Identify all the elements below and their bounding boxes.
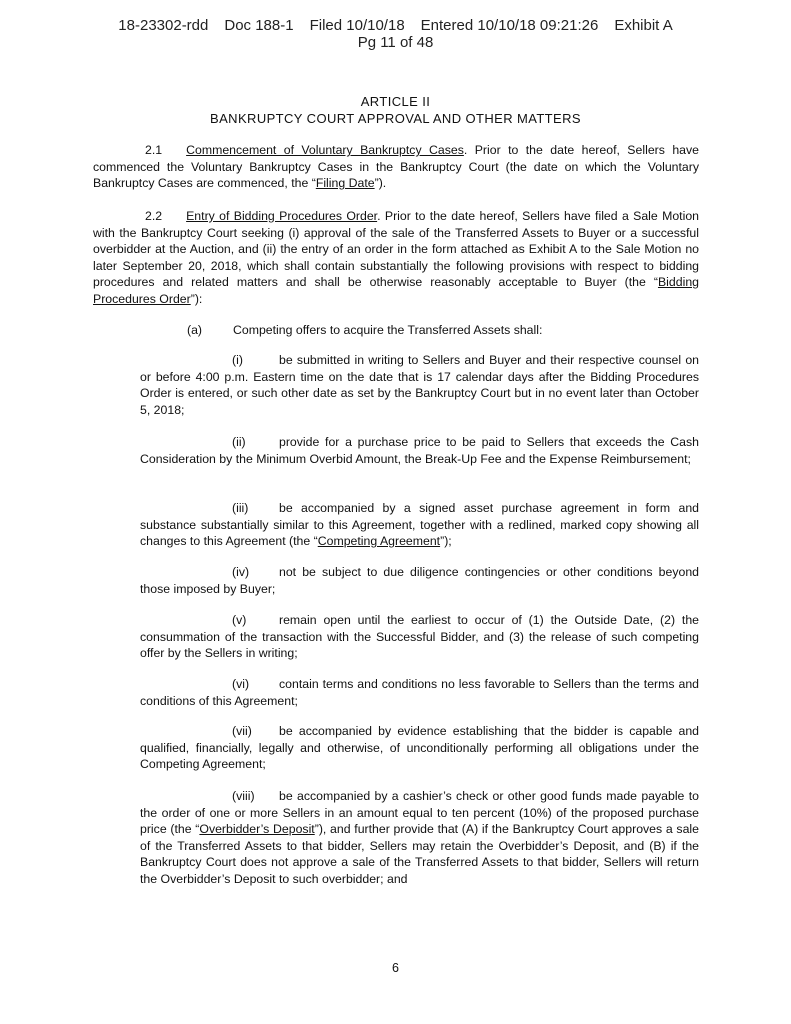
filing-header-line1 — [0, 17, 791, 34]
item-label: (v) — [232, 613, 247, 627]
item-text: contain terms and conditions no less favorable to Sellers than the terms and conditions of this Agreement; — [140, 677, 699, 708]
section-text: . Prior to the date hereof, Sellers have commenced the Voluntary Bankruptcy Cases in the Bankruptcy Court (the date on which the Voluntary Bankruptcy Cases are commenced, the “ — [93, 143, 699, 190]
item-text: not be subject to due diligence contingencies or other conditions beyond those imposed by Buyer; — [140, 565, 699, 596]
section-heading: Entry of Bidding Procedures Order — [186, 209, 378, 223]
defined-term: Competing Agreement — [317, 534, 441, 548]
item-label: (vi) — [232, 677, 250, 691]
subsection-label: (a) — [187, 323, 203, 337]
subsection-text: Competing offers to acquire the Transferred Assets shall: — [233, 323, 543, 337]
page-number: 6 — [392, 961, 399, 975]
exhibit-label: Exhibit A — [614, 17, 673, 34]
section-text-end: ”): — [190, 291, 203, 306]
item-label: (iii) — [232, 501, 249, 515]
item-i — [140, 352, 699, 418]
filed-date: Filed 10/10/18 — [309, 17, 405, 34]
item-label: (ii) — [232, 435, 246, 449]
item-text: remain open until the earliest to occur of (1) the Outside Date, (2) the consummation of the transaction with the Successful Bidder, and (3) the release of such competing offer by the Sellers in writing; — [140, 613, 699, 660]
item-label: (i) — [232, 353, 243, 367]
defined-term: Filing Date — [315, 176, 375, 190]
item-text: be accompanied by a cashier’s check or other good funds made payable to the order of one or more Sellers in an amount equal to ten percent (10%) of the proposed purchase price (the “ — [140, 789, 699, 836]
section-number: 2.1 — [145, 143, 163, 157]
defined-term: Bidding Procedures Order — [93, 275, 699, 306]
item-v — [140, 612, 699, 662]
entered-date: Entered 10/10/18 09:21:26 — [420, 17, 599, 34]
subsection-a — [187, 322, 542, 339]
item-text: be accompanied by evidence establishing that the bidder is capable and qualified, financially, legally and otherwise, of unconditionally performing all obligations under the Competing Agreement; — [140, 724, 699, 771]
item-text-end: ”); — [440, 534, 452, 548]
section-number: 2.2 — [145, 209, 163, 223]
case-number: 18-23302-rdd — [118, 17, 209, 34]
item-iii — [140, 500, 699, 550]
filing-header — [0, 17, 791, 51]
item-text: provide for a purchase price to be paid to Sellers that exceeds the Cash Consideration by the Minimum Overbid Amount, the Break-Up Fee and the Expense Reimbursement; — [140, 435, 699, 466]
item-text: be submitted in writing to Sellers and Buyer and their respective counsel on or before 4:00 p.m. Eastern time on the date that is 17 calendar days after the Bidding Procedures Order is entered, or such other date as set by the Bankruptcy Court but in no event later than October 5, 2018; — [140, 353, 699, 417]
item-vii — [140, 723, 699, 773]
article-title: BANKRUPTCY COURT APPROVAL AND OTHER MATTERS — [210, 111, 581, 126]
item-vi — [140, 676, 699, 709]
defined-term: Overbidder’s Deposit — [199, 822, 315, 836]
item-iv — [140, 564, 699, 597]
item-text-end: ”), and further provide that (A) if the Bankruptcy Court approves a sale of the Transferred Assets to that bidder, Sellers may retain the Overbidder’s Deposit, and (B) if the Bankruptcy Court does not approve a sale of the Transferred Assets to that bidder, Sellers will return the Overbidder’s Deposit to such overbidder; and — [140, 822, 699, 886]
item-label: (viii) — [232, 789, 255, 803]
section-2-2 — [93, 208, 699, 307]
page-of-label: Pg 11 of 48 — [357, 34, 434, 51]
section-heading: Commencement of Voluntary Bankruptcy Cases — [186, 143, 464, 157]
article-number: ARTICLE II — [360, 94, 431, 109]
item-text: be accompanied by a signed asset purchase agreement in form and substance substantially similar to this Agreement, together with a redlined, marked copy showing all changes to this Agreement (the “ — [140, 501, 699, 548]
item-label: (iv) — [232, 565, 250, 579]
item-viii — [140, 788, 699, 887]
section-text: . Prior to the date hereof, Sellers have filed a Sale Motion with the Bankruptcy Court seeking (i) approval of the sale of the Transferred Assets to Buyer or a successful overbidder at the Auction, and (ii) the entry of an order in the form attached as Exhibit A to the Sale Motion no later September 20, 2018, which shall contain substantially the following provisions with respect to bidding procedures and related matters and shall be otherwise reasonably acceptable to Buyer (the “ — [93, 209, 700, 289]
article-heading — [0, 93, 791, 127]
item-label: (vii) — [232, 724, 252, 738]
doc-number: Doc 188-1 — [224, 17, 294, 34]
section-text-end: ”). — [374, 176, 387, 190]
item-ii — [140, 434, 699, 467]
section-2-1 — [93, 142, 699, 192]
